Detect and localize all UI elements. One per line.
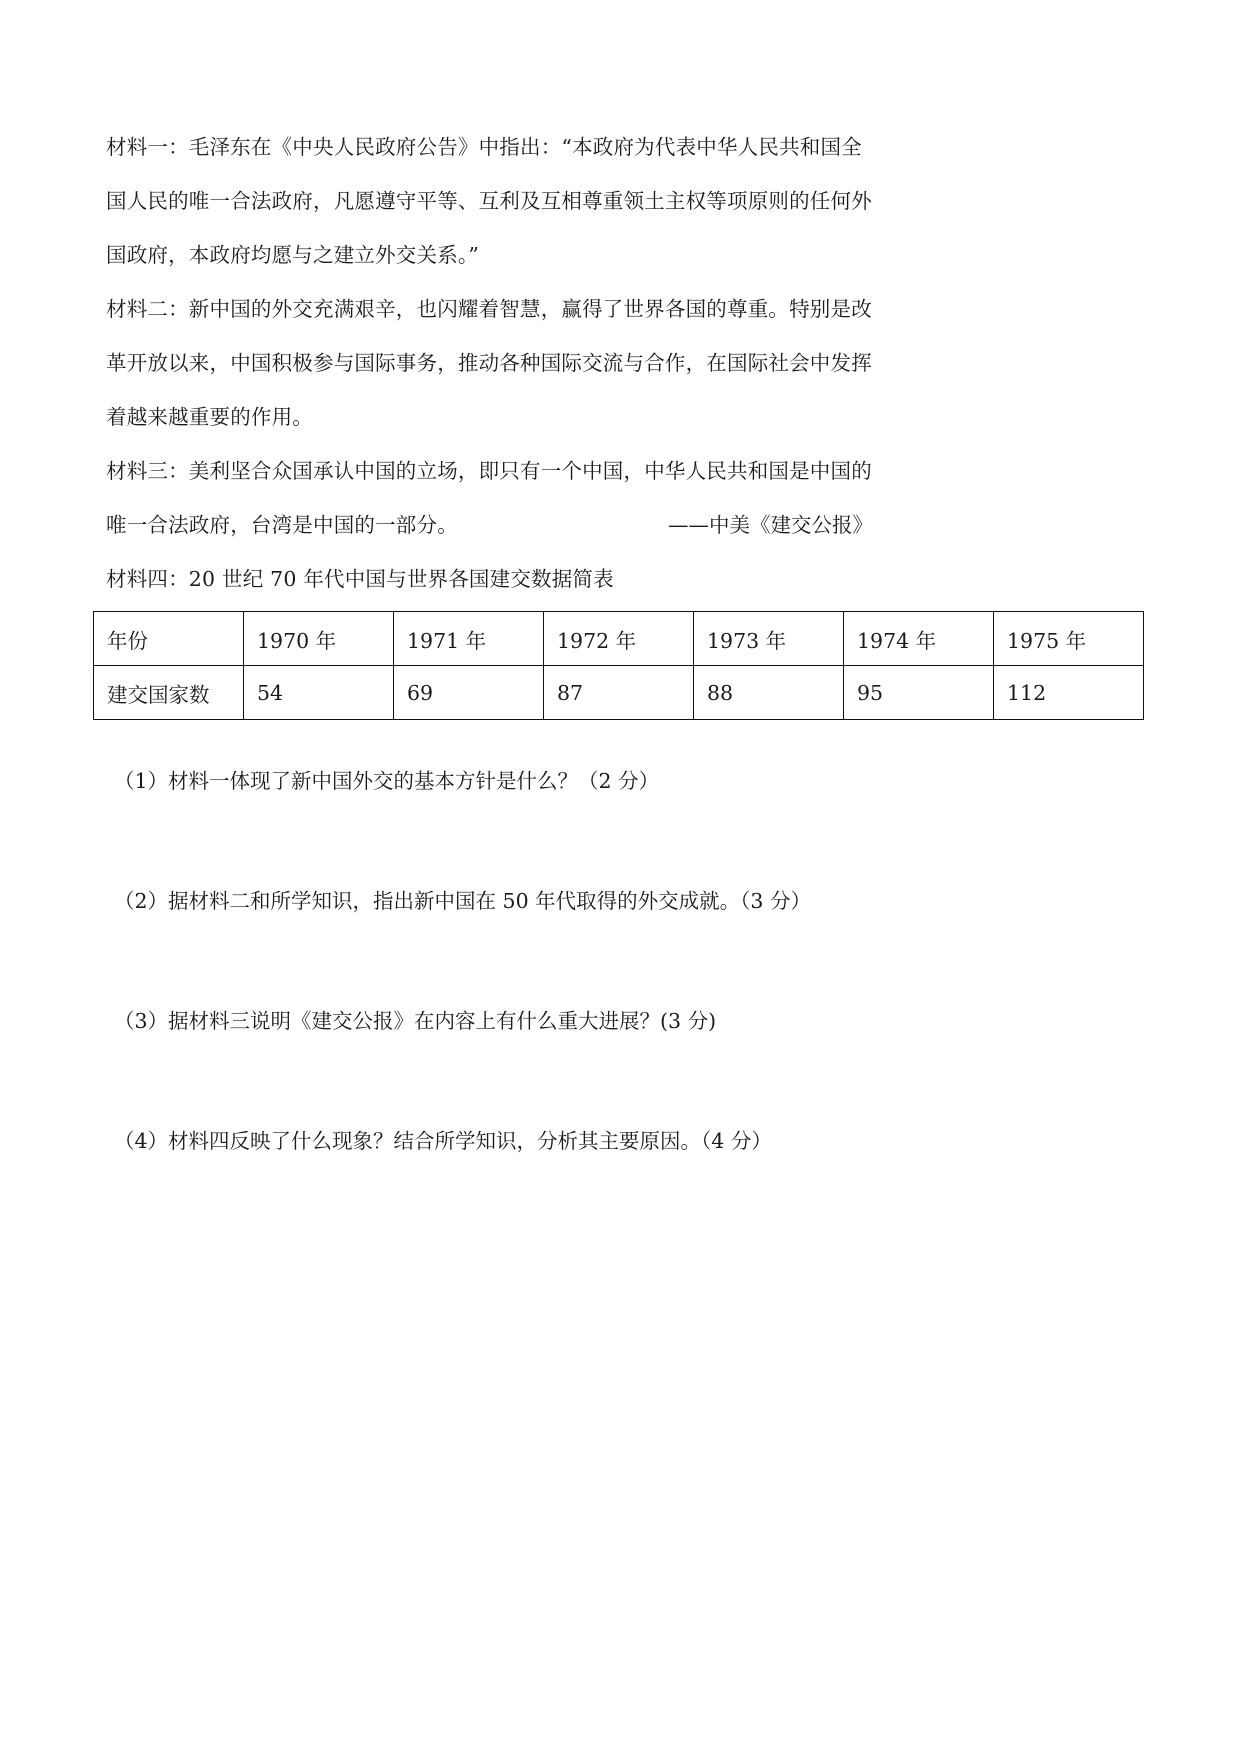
table-cell: 1973 年 [694, 612, 844, 666]
table-cell: 1970 年 [244, 612, 394, 666]
material-2-line-2: 革开放以来，中国积极参与国际事务，推动各种国际交流与合作，在国际社会中发挥 [106, 351, 872, 375]
table-cell: 1974 年 [844, 612, 994, 666]
table-cell: 87 [544, 666, 694, 720]
material-1-line-1: 材料一：毛泽东在《中央人民政府公告》中指出：“本政府为代表中华人民共和国全 [106, 135, 862, 159]
table-cell: 95 [844, 666, 994, 720]
table-cell: 建交国家数 [94, 666, 244, 720]
table-cell: 1971 年 [394, 612, 544, 666]
table-cell: 69 [394, 666, 544, 720]
table-cell: 年份 [94, 612, 244, 666]
material-3-line-1: 材料三：美利坚合众国承认中国的立场，即只有一个中国，中华人民共和国是中国的 [106, 459, 872, 483]
question-1: （1）材料一体现了新中国外交的基本方针是什么？（2 分） [114, 769, 660, 793]
material-3-line-2: 唯一合法政府，台湾是中国的一部分。 [106, 513, 458, 537]
material-2-line-3: 着越来越重要的作用。 [106, 405, 313, 429]
material-1-line-2: 国人民的唯一合法政府，凡愿遵守平等、互利及互相尊重领土主权等项原则的任何外 [106, 189, 872, 213]
diplomatic-relations-table [93, 611, 1144, 720]
question-4: （4）材料四反映了什么现象？结合所学知识，分析其主要原因。（4 分） [114, 1129, 772, 1153]
question-2: （2）据材料二和所学知识，指出新中国在 50 年代取得的外交成就。（3 分） [114, 889, 811, 913]
material-2-line-1: 材料二：新中国的外交充满艰辛，也闪耀着智慧，赢得了世界各国的尊重。特别是改 [106, 297, 872, 321]
table-cell: 54 [244, 666, 394, 720]
table-row [94, 666, 1144, 720]
table-header-row [94, 612, 1144, 666]
material-3-attribution: ——中美《建交公报》 [668, 513, 873, 537]
table-cell: 112 [994, 666, 1144, 720]
table-cell: 1975 年 [994, 612, 1144, 666]
table-cell: 88 [694, 666, 844, 720]
question-3: （3）据材料三说明《建交公报》在内容上有什么重大进展？(3 分) [114, 1009, 717, 1033]
material-1-line-3: 国政府，本政府均愿与之建立外交关系。” [106, 243, 480, 267]
table-cell: 1972 年 [544, 612, 694, 666]
material-4-title: 材料四：20 世纪 70 年代中国与世界各国建交数据简表 [106, 567, 614, 591]
